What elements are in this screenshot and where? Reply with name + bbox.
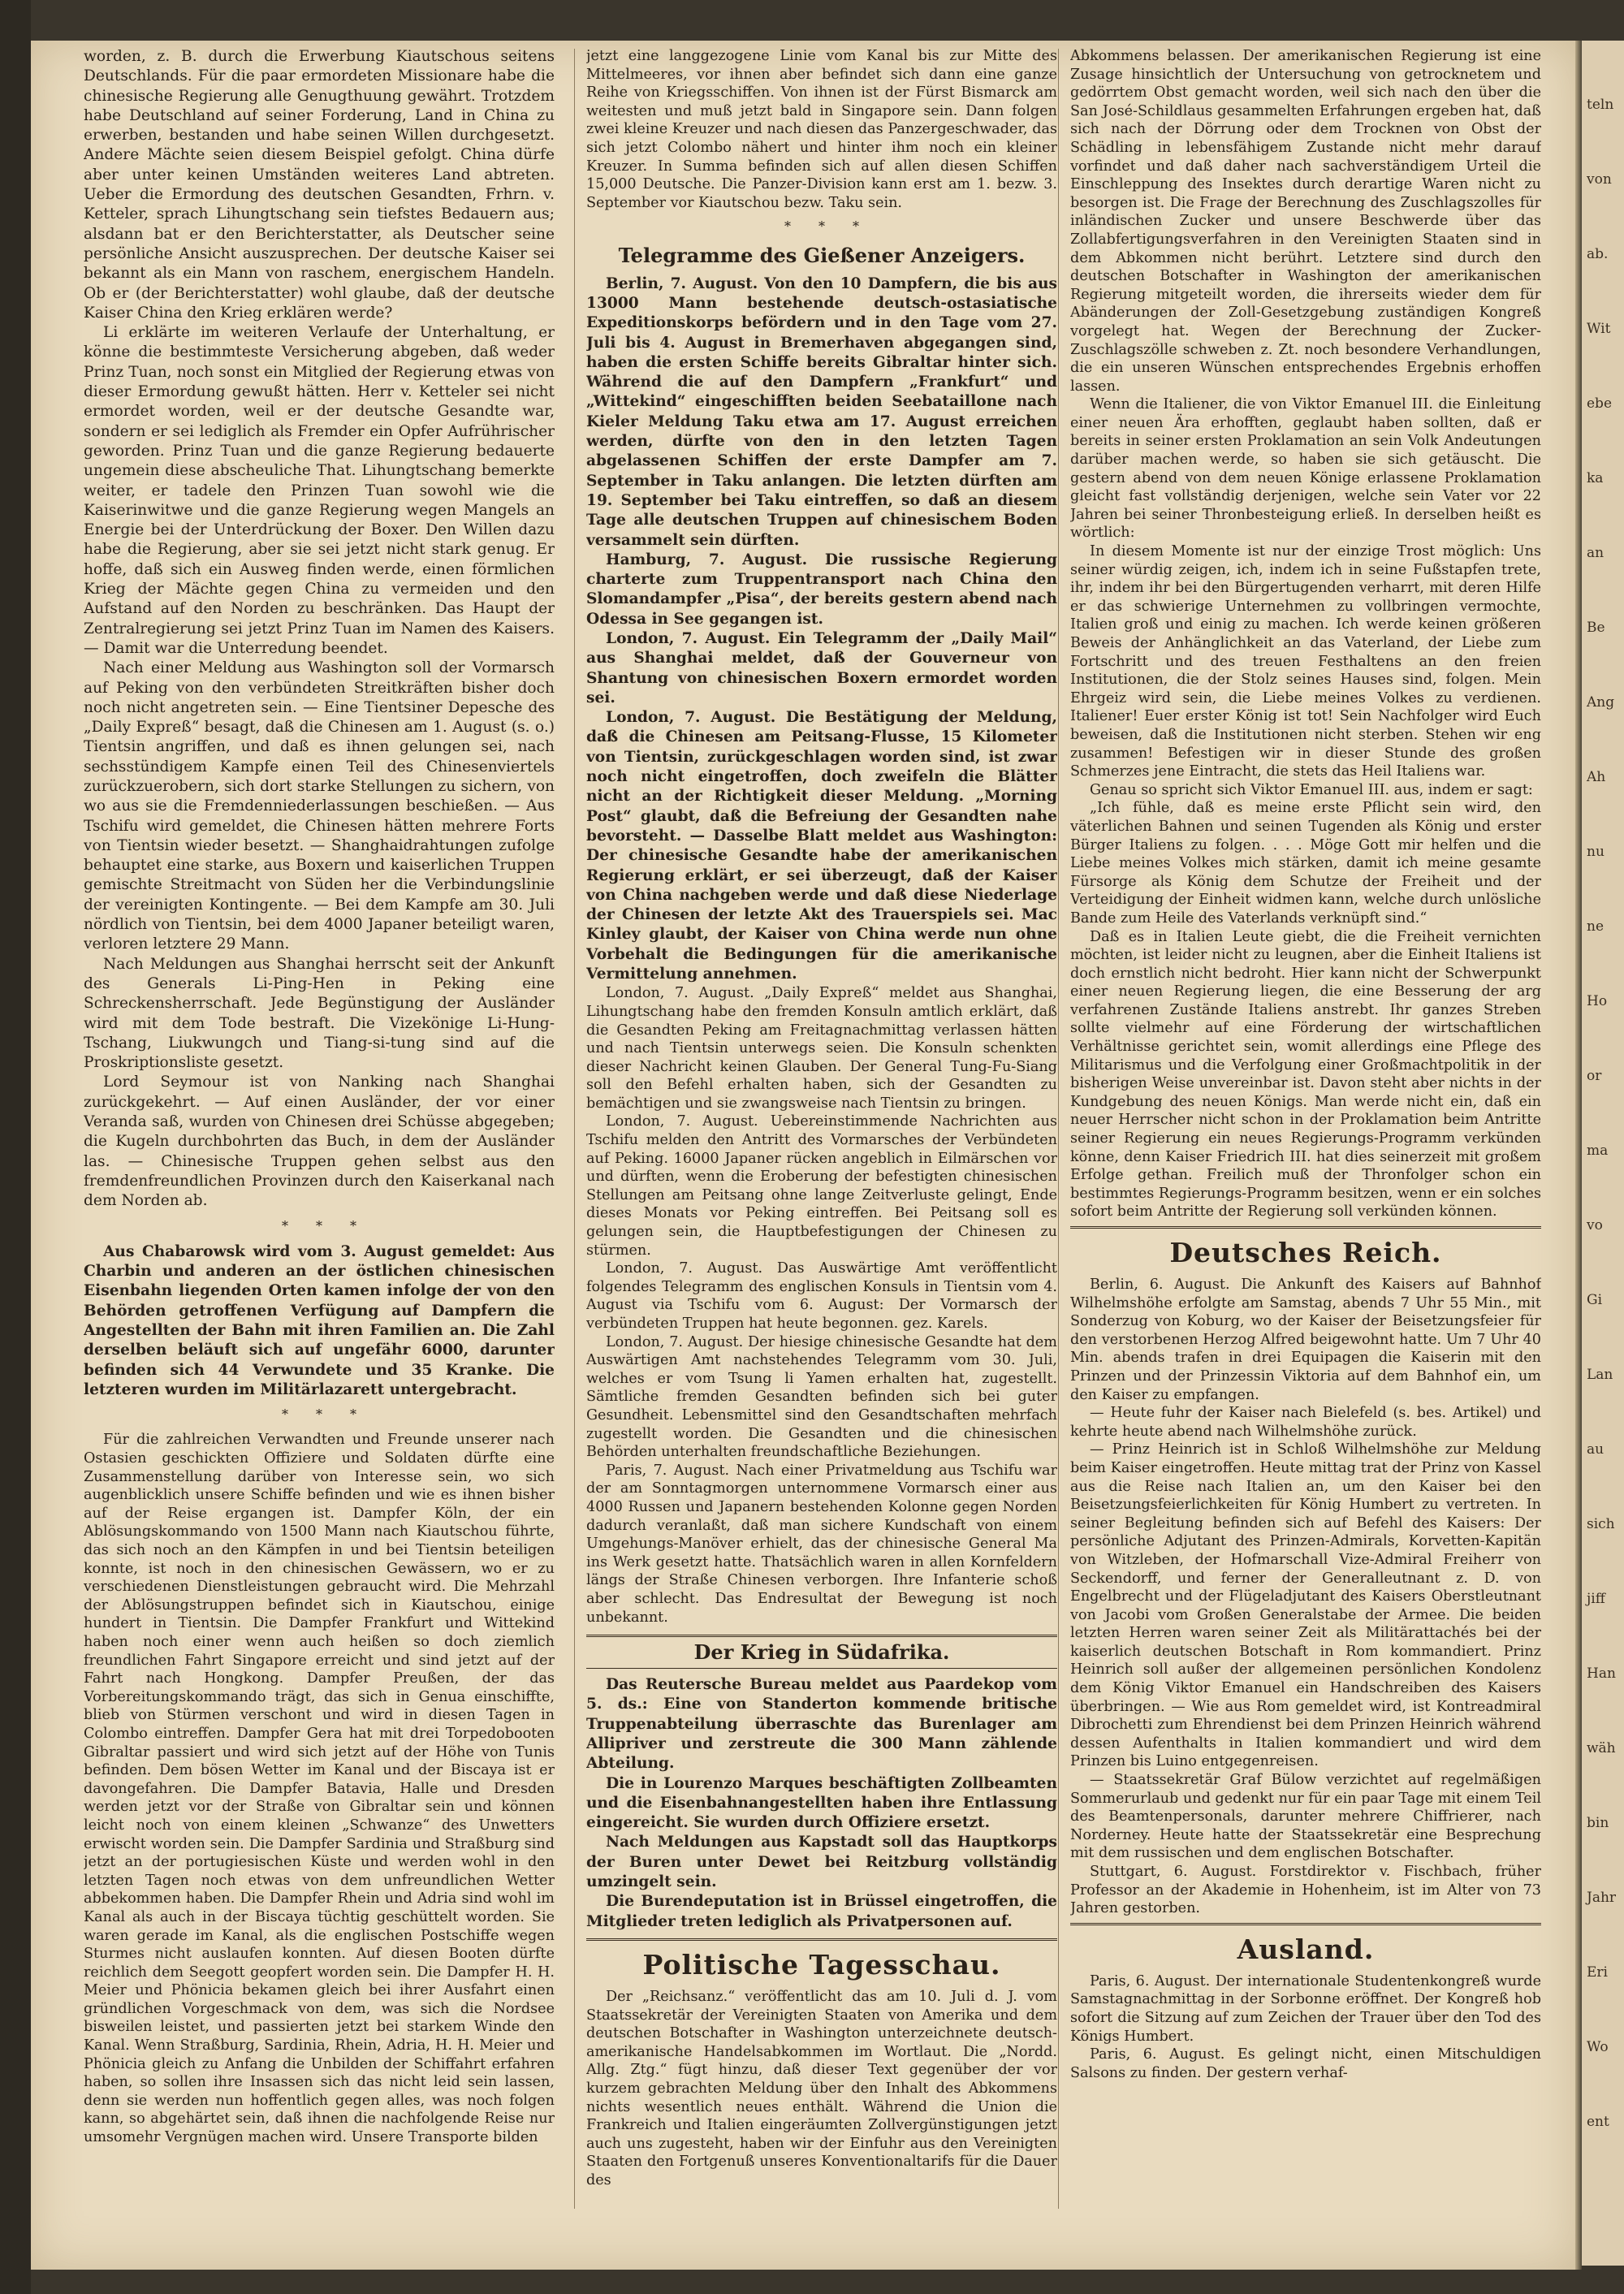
section-rule (586, 1938, 1057, 1941)
paragraph: Paris, 6. August. Der internationale Studentenkongreß wurde Samstagnachmittag in der Sorbonne eröffnet. Der Kongreß hob sofort die Sitzung auf zum Zeichen der Trauer über den Tod des Königs Humbert. (1070, 1972, 1541, 2045)
adjacent-page-fragment: Ah (1587, 769, 1606, 785)
adjacent-page-fragment: ent (1587, 2114, 1609, 2130)
adjacent-page-fragment: jiff (1587, 1591, 1605, 1607)
adjacent-page-fragment: Ang (1587, 694, 1615, 711)
paragraph: Die in Lourenzo Marques beschäftigten Zollbeamten und die Eisenbahnangestellten haben ihre Entlassung eingereicht. Sie wurden durch Offiziere ersetzt. (586, 1774, 1057, 1832)
adjacent-page-strip (1582, 41, 1624, 2266)
paragraph: London, 7. August. Ein Telegramm der „Daily Mail“ aus Shanghai meldet, daß der Gouverneur von Shantung von chinesischen Boxern ermordet worden sei. (586, 629, 1057, 706)
paragraph: In diesem Momente ist nur der einzige Trost möglich: Uns seiner würdig zeigen, ich, indem ich in seine Fußstapfen trete, ihr, indem ihr bei den Bürgertugenden verharrt, mit deren Hilfe er das schwierige Unternehmen zu vollbringen vermochte, Italien groß und einig zu machen. Ich werde keinen größeren Beweis der Anhänglichkeit an das Vaterland, der Liebe zum Fortschritt und des treuen Festhaltens an den freien Institutionen, die der Stolz seines Hauses sind, folgen. Mein Ehrgeiz wird sein, die Liebe meines Volkes zu verdienen. Italiener! Euer erster König ist tot! Sein Nachfolger wird Euch beweisen, daß die Institutionen nicht sterben. Stehen wir eng zusammen! Befestigen wir in dieser Stunde des großen Schmerzes jene Eintracht, die stets das Heil Italiens war. (1070, 543, 1541, 780)
section-separator: *** (282, 1217, 384, 1233)
adjacent-page-fragment: Be (1587, 620, 1605, 636)
adjacent-page-fragment: nu (1587, 844, 1605, 860)
paragraph: Berlin, 7. August. Von den 10 Dampfern, die bis aus 13000 Mann bestehende deutsch-ostasiatische Expeditionskorps befördern und in den Tage vom 27. Juli bis 4. August in Bremerhaven abgegangen sind, haben die ersten Schiffe bereits Gibraltar hinter sich. Während die auf den Dampfern „Frankfurt“ und „Wittekind“ eingeschifften beiden Seebataillone nach Kieler Meldung Taku etwa am 17. August erreichen werden, dürfte von den in den letzten Tagen abgelassenen Schiffen der erste Dampfer am 7. September in Taku anlangen. Die letzten dürften am 19. September bei Taku eintreffen, so daß an diesem Tage alle deutschen Truppen auf chinesischem Boden versammelt sein dürften. (586, 274, 1057, 549)
paragraph: Berlin, 6. August. Die Ankunft des Kaisers auf Bahnhof Wilhelmshöhe erfolgte am Samstag, abends 7 Uhr 55 Min., mit Sonderzug von Koburg, wo der Kaiser der Beisetzungsfeier für den verstorbenen Herzog Alfred beigewohnt hatte. Um 7 Uhr 40 Min. abends trafen in drei Equipagen die Kaiserin mit den Prinzen und der Prinzessin Viktoria auf dem Bahnhof ein, um den Kaiser zu empfangen. (1070, 1277, 1541, 1403)
paragraph: London, 7. August. Uebereinstimmende Nachrichten aus Tschifu melden den Antritt des Vormarsches der Verbündeten auf Peking. 16000 Japaner rücken angeblich in Eilmärschen vor und dürften, wenn die Eroberung der befestigten chinesischen Stellungen am Peitsang ohne lange Zeitverluste gelingt, Ende dieses Monats vor Peking eintreffen. Bei Peitsang soll es gelungen sein, die Hauptbefestigungen der Chinesen zu stürmen. (586, 1113, 1057, 1259)
section-headline: Der Krieg in Südafrika. (586, 1635, 1057, 1669)
paragraph: Stuttgart, 6. August. Forstdirektor v. Fischbach, früher Professor an der Akademie in Hohenheim, ist im Alter von 73 Jahren gestorben. (1070, 1864, 1541, 1917)
paragraph: Paris, 7. August. Nach einer Privatmeldung aus Tschifu war der am Sonntagmorgen unternommene Vormarsch einer aus 4000 Russen und Japanern bestehenden Kolonne gegen Norden dadurch veranlaßt, daß man sichere Kundschaft von einem Umgehungs-Manöver erhielt, das der chinesische General Ma ins Werk gesetzt hatte. Thatsächlich waren in allen Kornfeldern längs der Straße Chinesen verborgen. Ihre Infanterie schoß aber schlecht. Das Endresultat der Bewegung ist noch unbekannt. (586, 1462, 1057, 1626)
adjacent-page-fragment: an (1587, 545, 1605, 561)
paragraph: Abkommens belassen. Der amerikanischen Regierung ist eine Zusage hinsichtlich der Untersuchung von getrocknetem und gedörrtem Obst gemacht worden, weil sich nach den über die San José-Schildlaus gesammelten Erfahrungen ergeben hat, daß sich nach der Dörrung oder dem Trocknen von Obst der Schädling in lebensfähigem Zustande nicht mehr darauf vorfindet und daß daher nach sachverständigem Urteil die Einschleppung des Insektes durch derartige Waren nicht zu besorgen ist. Die Frage der Berechnung des Zuschlagszolles für inländischen Zucker und unsere Beschwerde über das Zollabfertigungsverfahren in den Vereinigten Staaten sind in dem Abkommen nicht berührt. Letztere sind durch den deutschen Botschafter in Washington der amerikanischen Regierung mitgeteilt worden, die ihrerseits wieder dem für Abänderungen der Zoll-Gesetzgebung zuständigen Kongreß vorgelegt hat. Wegen der Berechnung der Zucker-Zuschlagszölle schweben z. Zt. noch besondere Verhandlungen, die ein unseren Wünschen entsprechendes Ergebnis erhoffen lassen. (1070, 48, 1541, 395)
adjacent-page-fragment: or (1587, 1068, 1602, 1084)
adjacent-page-fragment: Wit (1587, 321, 1611, 337)
paragraph: Hamburg, 7. August. Die russische Regierung charterte zum Truppentransport nach China den Slomandampfer „Pisa“, der bereits gestern abend nach Odessa in See gegangen ist. (586, 551, 1057, 628)
section-separator: *** (282, 1406, 384, 1423)
paragraph: Paris, 6. August. Es gelingt nicht, einen Mitschuldigen Salsons zu finden. Der gestern verhaf- (1070, 2046, 1541, 2081)
adjacent-page-fragment: ma (1587, 1143, 1609, 1159)
paragraph: — Staatssekretär Graf Bülow verzichtet auf regelmäßigen Sommerurlaub und gedenkt nur für ein paar Tage mit einem Teil des Beamtenpersonals, darunter mehrere Chiffrierer, nach Norderney. Heute hatte der Staatssekretär eine Besprechung mit dem russischen und dem englischen Botschafter. (1070, 1772, 1541, 1862)
paragraph: Genau so spricht sich Viktor Emanuel III. aus, indem er sagt: (1090, 781, 1533, 798)
paragraph: Li erklärte im weiteren Verlaufe der Unterhaltung, er könne die bestimmteste Versicherung abgeben, daß weder Prinz Tuan, noch sonst ein Mitglied der Regierung etwas von dieser Ermordung gewußt hätten. Herr v. Ketteler sei nicht ermordet worden, weil er der deutsche Gesandte war, sondern er sei lediglich als Fremder ein Opfer Aufrührischer geworden. Prinz Tuan und die ganze Regierung bedauerte ungemein diese abscheuliche That. Lihungtschang bemerkte weiter, er tadele den Prinzen Tuan sowohl wie die Kaiserinwitwe und die ganze Regierung wegen Mangels an Energie bei der Unterdrückung der Boxer. Den Willen dazu habe die Regierung, aber sie sei jetzt nicht stark genug. Er hoffe, daß sich ein Ausweg finden werde, einen förmlichen Krieg der Mächte gegen China zu vermeiden und den Aufstand auf den Norden zu beschränken. Das Haupt der Zentralregierung sei jetzt Prinz Tuan im Namen des Kaisers. — Damit war die Unterredung beendet. (84, 324, 555, 657)
adjacent-page-fragment: Wo (1587, 2039, 1609, 2055)
paragraph: — Prinz Heinrich ist in Schloß Wilhelmshöhe zur Meldung beim Kaiser eingetroffen. Heute mittag trat der Prinz von Kassel aus die Reise nach Italien an, um den Kaiser bei den Beisetzungsfeierlichkeiten für König Humbert zu vertreten. In seiner Begleitung befinden sich auf Befehl des Kaisers: Der persönliche Adjutant des Prinzen-Admirals, Korvetten-Kapitän von Witzleben, der Hofmarschall Vize-Admiral Freiherr von Seckendorff, und ferner der Generalleutnant z. D. von Engelbrecht und der Flügeladjutant des Kaisers Oberstleutnant von Jacobi vom Großen Generalstabe der Armee. Die beiden letzten Herren waren seiner Zeit als Militärattachés bei der kaiserlich deutschen Botschaft in Rom kommandiert. Prinz Heinrich soll außer der allgemeinen persönlichen Kondolenz dem König Viktor Emanuel ein Handschreiben des Kaisers überbringen. — Wie aus Rom gemeldet wird, ist Kontreadmiral Dibrochetti zum Ehrendienst bei dem Prinzen Heinrich während dessen Aufenthalts in Italien kommandiert und wird dem Prinzen bis Luino entgegenreisen. (1070, 1441, 1541, 1770)
section-separator: *** (784, 218, 887, 235)
adjacent-page-fragment: bin (1587, 1815, 1609, 1831)
section-headline: Politische Tagesschau. (642, 1948, 1001, 1981)
paragraph: London, 7. August. Das Auswärtige Amt veröffentlicht folgendes Telegramm des englischen Konsuls in Tientsin vom 4. August via Tschifu vom 6. August: Der Vormarsch der verbündeten Truppen hat heute begonnen. gez. Karels. (586, 1260, 1057, 1333)
paragraph: London, 7. August. Die Bestätigung der Meldung, daß die Chinesen am Peitsang-Flusse, 15 Kilometer von Tientsin, zurückgeschlagen worden sind, ist zwar noch nicht eingetroffen, doch zweifeln die Blätter nicht an der Richtigkeit dieser Meldung. „Morning Post“ glaubt, daß die Befreiung der Gesandten nahe bevorsteht. — Dasselbe Blatt meldet aus Washington: Der chinesische Gesandte habe der amerikanischen Regierung erklärt, er sei überzeugt, daß der Kaiser von China nachgeben werde und daß diese Niederlage der Chinesen der letzte Akt des Trauerspiels sei. Mac Kinley glaubt, der Kaiser von China werde nun ohne Vorbehalt die Bedingungen für die amerikanische Vermittelung annehmen. (586, 709, 1057, 983)
section-headline: Ausland. (1237, 1933, 1375, 1965)
adjacent-page-fragment: au (1587, 1441, 1605, 1458)
paragraph: Aus Chabarowsk wird vom 3. August gemeldet: Aus Charbin und anderen an der östlichen chinesischen Eisenbahn liegenden Orten kamen infolge der von den Behörden getroffenen Verfügung auf Dampfern die Angestellten der Bahn mit ihren Familien an. Die Zahl derselben beläuft sich auf ungefähr 6000, darunter befinden sich 44 Verwundete und 35 Kranke. Die letzteren wurden im Militärlazarett untergebracht. (84, 1242, 555, 1398)
paragraph: worden, z. B. durch die Erwerbung Kiautschous seitens Deutschlands. Für die paar ermordeten Missionare habe die chinesische Regierung alle Genugthuung gewährt. Trotzdem habe Deutschland auf seiner Forderung, Land in China zu erwerben, bestanden und habe seinen Willen durchgesetzt. Andere Mächte seien diesem Beispiel gefolgt. China dürfe aber unter keinen Umständen weiteres Land abtreten. Ueber die Ermordung des deutschen Gesandten, Frhrn. v. Ketteler, sprach Lihungtschang sein tiefstes Bedauern aus; alsdann bat er den Berichterstatter, als Deutscher seine persönliche Ansicht auszusprechen. Der deutsche Kaiser sei bekannt als ein Mann von raschem, energischem Handeln. Ob er (der Berichterstatter) wohl glaube, daß der deutsche Kaiser China den Krieg erklären werde? (84, 48, 555, 322)
paragraph: — Heute fuhr der Kaiser nach Bielefeld (s. bes. Artikel) und kehrte heute abend nach Wilhelmshöhe zurück. (1070, 1405, 1541, 1440)
column-2 (586, 47, 1057, 2207)
adjacent-page-fragment: sich (1587, 1516, 1615, 1532)
page-fold-shadow (1575, 41, 1582, 2270)
adjacent-page-fragment: Han (1587, 1665, 1616, 1682)
section-headline: Deutsches Reich. (1169, 1237, 1442, 1268)
adjacent-page-fragment: Jahr (1587, 1890, 1617, 1906)
paragraph: Nach Meldungen aus Kapstadt soll das Hauptkorps der Buren unter Dewet bei Reitzburg vollständig umzingelt sein. (586, 1834, 1057, 1891)
adjacent-page-fragment: Gi (1587, 1292, 1603, 1308)
adjacent-page-fragment: ebe (1587, 395, 1613, 412)
adjacent-page-fragment: vo (1587, 1217, 1603, 1233)
adjacent-page-fragment: von (1587, 171, 1612, 188)
paragraph: Lord Seymour ist von Nanking nach Shanghai zurückgekehrt. — Auf einen Ausländer, der vor einer Veranda saß, wurden von Chinesen drei Schüsse abgegeben; die Kugeln durchbohrten das Buch, in dem der Ausländer las. — Chinesische Truppen gehen selbst aus den fremdenfreundlichen Provinzen durch den Kaiserkanal nach dem Norden ab. (84, 1074, 555, 1210)
paragraph: Die Burendeputation ist in Brüssel eingetroffen, die Mitglieder treten lediglich als Privatpersonen auf. (586, 1893, 1057, 1930)
paragraph: Für die zahlreichen Verwandten und Freunde unserer nach Ostasien geschickten Offiziere und Soldaten dürfte eine Zusammenstellung darüber von Interesse sein, wo sich augenblicklich unsere Schiffe befinden und wie es ihnen bisher auf der Reise ergangen ist. Dampfer Köln, der ein Ablösungskommando von 1500 Mann nach Kiautschou führte, das sich noch an den Kämpfen in und bei Tientsin beteiligen konnte, ist noch in den chinesischen Gewässern, wo er zu verschiedenen Dienstleistungen gebraucht wird. Die Mehrzahl der Ablösungstruppen befindet sich in Kiautschou, einige hundert in Tientsin. Die Dampfer Frankfurt und Wittekind haben noch einer wenn auch heißen so doch ziemlich freundlichen Fahrt Singapore erreicht und sind jetzt auf der Fahrt nach Hongkong. Dampfer Preußen, der das Vorbereitungskommando trägt, das sich in Genua einschiffte, blieb von Stürmen verschont und wird in diesen Tagen in Colombo eintreffen. Dampfer Gera hat mit drei Torpedobooten Gibraltar passiert und wird sich jetzt auf der Höhe von Tunis befinden. Dem bösen Wetter im Kanal und der Biscaya ist er davongefahren. Die Dampfer Batavia, Halle und Dresden werden jetzt vor der Straße von Gibraltar sein und können leicht noch von einem kleinen „Schwanze“ des Unwetters erwischt worden sein. Die Dampfer Sardinia und Straßburg sind jetzt an der portugiesischen Küste und werden wohl in den letzten Tagen noch etwas von dem unfreundlichen Wetter abbekommen haben. Die Dampfer Rhein und Adria sind wohl im Kanal als auch in der Biscaya tüchtig geschüttelt worden. Sie waren gerade im Kanal, als die englischen Postschiffe wegen Sturmes nicht auslaufen konnten. Auf diesen Booten dürfte reichlich dem Seegott geopfert worden sein. Die Dampfer H. H. Meier und Phönicia bekamen gleich bei ihrer Ausfahrt einen gründlichen Vorgeschmack von dem, was sich die Nordsee bisweilen leistet, und passierten jetzt bei starkem Winde den Kanal. Wenn Straßburg, Sardinia, Rhein, Adria, H. H. Meier und Phönicia gleich zu Anfang die Unbilden der Schiffahrt erfahren haben, so sollen ihre Insassen sich das nicht leid sein lassen, denn sie werden nun hoffentlich gegen alles, was noch folgen kann, so abgehärtet sein, daß ihnen die nachfolgende Reise nur umsomehr Vergnügen machen wird. Unsere Transporte bilden (84, 1432, 555, 2146)
scan-left-edge (0, 0, 31, 2294)
paragraph: Wenn die Italiener, die von Viktor Emanuel III. die Einleitung einer neuen Ära erhofften, geglaubt haben sollten, daß er bereits in seiner ersten Proklamation an sein Volk Andeutungen darüber machen werde, so haben sie sich getäuscht. Die gestern abend von dem neuen Könige erlassene Proklamation gleicht fast vollständig derjenigen, welche sein Vater vor 22 Jahren bei seiner Thronbesteigung erließ. In derselben heißt es wörtlich: (1070, 396, 1541, 542)
column-3 (1070, 47, 1541, 2207)
adjacent-page-fragment: wäh (1587, 1740, 1616, 1756)
adjacent-page-fragment: Ho (1587, 993, 1608, 1009)
adjacent-page-fragment: ka (1587, 470, 1604, 486)
paragraph: Daß es in Italien Leute giebt, die die Freiheit vernichten möchten, ist leider nicht zu leugnen, aber die Einheit Italiens ist doch ernstlich nicht bedroht. Hier kann nicht der Schwerpunkt einer neuen Regierung liegen, die eine Besserung der arg verfahrenen Zustände Italiens anstrebt. Ihr ganzes Streben sollte vielmehr auf eine Förderung der wirtschaftlichen Verhältnisse gerichtet sein, womit allerdings eine Pflege des Militarismus und die Verfolgung einer Großmachtpolitik in der bisherigen Weise unvereinbar ist. Davon steht aber nichts in der Kundgebung des neuen Königs. Man werde nicht ein, daß ein neuer Herrscher nicht schon in der Proklamation beim Antritte seiner Regierung ein neues Regierungs-Programm verkünden könne, denn Kaiser Friedrich III. hat dies seinerzeit mit großem Erfolge gethan. Freilich muß der Thronfolger schon ein bestimmtes Regierungs-Programm besitzen, wenn er ein solches sofort beim Antritte der Regierung soll verkünden können. (1070, 928, 1541, 1220)
paragraph: jetzt eine langgezogene Linie vom Kanal bis zur Mitte des Mittelmeeres, vor ihnen aber befindet sich dann eine ganze Reihe von Kriegsschiffen. Von ihnen ist der Fürst Bismarck am weitesten und muß jetzt bald in Singapore sein. Dann folgen zwei kleine Kreuzer und nach diesen das Panzergeschwader, das sich jetzt Colombo nähert und hinter ihm noch ein kleiner Kreuzer. In Summa befinden sich auf allen diesen Schiffen 15,000 Deutsche. Die Panzer-Division kann erst am 1. bezw. 3. September vor Kiautschou bezw. Taku sein. (586, 48, 1057, 211)
column-rule (574, 49, 575, 2209)
paragraph: Der „Reichsanz.“ veröffentlicht das am 10. Juli d. J. vom Staatssekretär der Vereinigten Staaten von Amerika und dem deutschen Botschafter in Washington unterzeichnete deutsch-amerikanische Handelsabkommen im Wortlaut. Die „Nordd. Allg. Ztg.“ fügt hinzu, daß dieser Text gegenüber der vor kurzem gebrachten Meldung über den Inhalt des Abkommens nichts wesentlich neues enthält. Während die Union die Frankreich und Italien eingeräumten Zollvergünstigungen jetzt auch uns zugesteht, haben wir der Einfuhr aus den Vereinigten Staaten den Fortgenuß unseres Konventionaltarifs für die Dauer des (586, 1988, 1057, 2188)
column-rule (1058, 49, 1059, 2209)
paragraph: „Ich fühle, daß es meine erste Pflicht sein wird, den väterlichen Bahnen und seinen Tugenden als König und erster Bürger Italiens zu folgen. . . . Möge Gott mir helfen und die Liebe meines Volkes mich stärken, damit ich meine gesamte Fürsorge als König dem Schutze der Freiheit und der Verteidigung der Einheit widmen kann, welche durch unlösliche Bande zum Heile des Vaterlands verknüpft sind.“ (1070, 800, 1541, 927)
section-rule (1070, 1923, 1541, 1925)
column-1 (84, 47, 555, 2207)
adjacent-page-fragment: ne (1587, 918, 1605, 935)
section-headline: Telegramme des Gießener Anzeigers. (618, 243, 1026, 267)
adjacent-page-fragment: Lan (1587, 1367, 1613, 1383)
paragraph: London, 7. August. Der hiesige chinesische Gesandte hat dem Auswärtigen Amt nachstehendes Telegramm vom 30. Juli, welches er vom Tsung li Yamen erhalten hat, zugestellt. Sämtliche fremden Gesandten befinden sich bei guter Gesundheit. Lebensmittel sind den Gesandtschaften mehrfach zugestellt worden. Die Gesandten und die chinesischen Behörden unterhalten freundschaftliche Beziehungen. (586, 1333, 1057, 1461)
paragraph: Das Reutersche Bureau meldet aus Paardekop vom 5. ds.: Eine von Standerton kommende britische Truppenabteilung überraschte das Burenlager am Allipriver und zerstreute die 300 Mann zählende Abteilung. (586, 1676, 1057, 1773)
paragraph: Nach Meldungen aus Shanghai herrscht seit der Ankunft des Generals Li-Ping-Hen in Peking eine Schreckensherrschaft. Jede Begünstigung der Ausländer wird mit dem Tode bestraft. Die Vizekönige Li-Hung-Tschang, Liukwungch und Tiang-si-tung sind auf die Proskriptionsliste gesetzt. (84, 955, 555, 1072)
paragraph: London, 7. August. „Daily Expreß“ meldet aus Shanghai, Lihungtschang habe den fremden Konsuln amtlich erklärt, daß die Gesandten Peking am Freitagnachmittag verlassen hätten und nach Tientsin unterwegs seien. Die Konsuln schenkten dieser Nachricht keinen Glauben. Der General Tung-Fu-Siang soll den Befehl erhalten haben, sich der Gesandten zu bemächtigen und sie zwangsweise nach Tientsin zu bringen. (586, 985, 1057, 1112)
paragraph: Nach einer Meldung aus Washington soll der Vormarsch auf Peking von den verbündeten Streitkräften bisher doch noch nicht angetreten sein. — Eine Tientsiner Depesche des „Daily Expreß“ besagt, daß die Chinesen am 1. August (s. o.) Tientsin angriffen, und daß es ihnen gelungen sei, nach sechsstündigem Kampfe einen Teil des Chinesenviertels zurückzuerobern, sich dort starke Stellungen zu sichern, von wo aus sie die Fremdenniederlassungen beschießen. — Aus Tschifu wird gemeldet, die Chinesen hätten mehrere Forts von Tientsin wieder besetzt. — Shanghaidrahtungen zufolge behauptet eine starke, aus Boxern und kaiserlichen Truppen gemischte Streitmacht von Süden her die Verbindungslinie der vereinigten Kontingente. — Bei dem Kampfe am 30. Juli nördlich von Tientsin, bei dem 4000 Japaner beteiligt waren, verloren letztere 29 Mann. (84, 659, 555, 953)
adjacent-page-fragment: ab. (1587, 246, 1609, 262)
adjacent-page-fragment: teln (1587, 97, 1614, 113)
adjacent-page-fragment: Eri (1587, 1964, 1608, 1981)
section-rule (1070, 1226, 1541, 1229)
